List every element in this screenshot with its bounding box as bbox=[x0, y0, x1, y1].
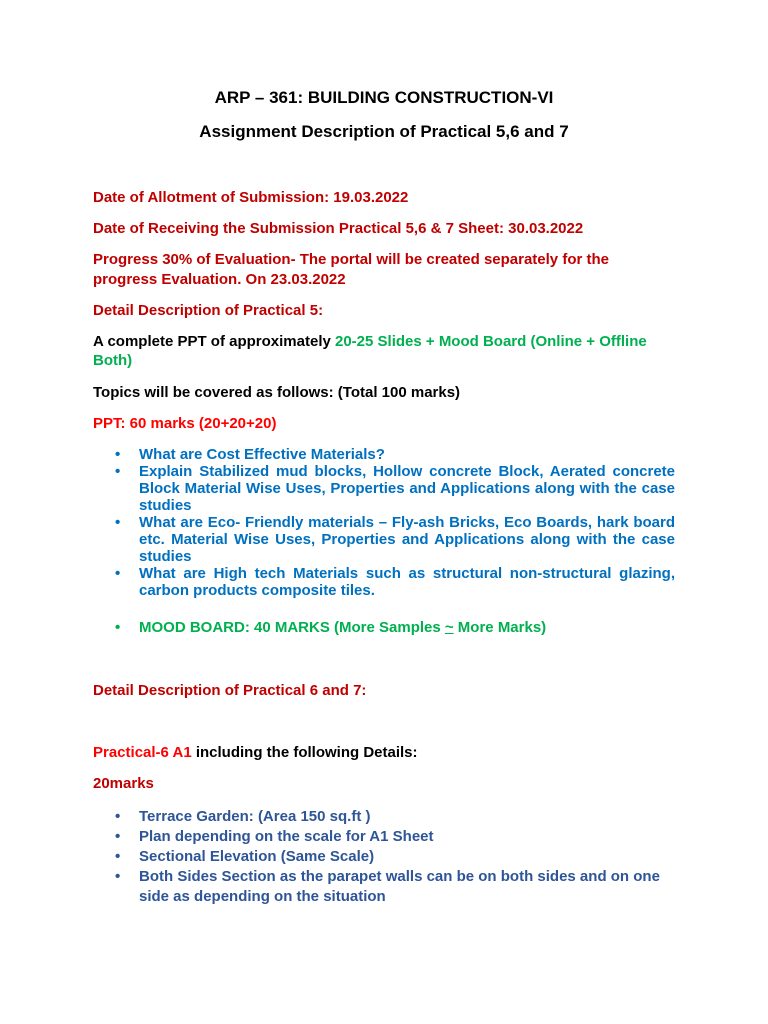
list-item: • Terrace Garden: (Area 150 sq.ft ) bbox=[115, 808, 371, 825]
bullet-icon: • bbox=[115, 565, 121, 582]
practical-5-intro bbox=[93, 332, 647, 352]
practical-6-line bbox=[93, 743, 418, 763]
bullet-icon: • bbox=[115, 828, 121, 845]
practical-5-heading: Detail Description of Practical 5: bbox=[93, 302, 324, 319]
practical-6-rest: including the following Details: bbox=[191, 744, 418, 761]
list-item: • Sectional Elevation (Same Scale) bbox=[115, 848, 375, 865]
list-item: • Explain Stabilized mud blocks, Hollow concrete Block, Aerated concrete Block Material Wise Uses, Properties and Applications along with the case studies bbox=[115, 463, 675, 514]
list-item: • Both Sides Section as the parapet walls can be on both sides and on one side as depending on the situation bbox=[115, 868, 660, 905]
bullet-icon: • bbox=[115, 868, 121, 885]
practical-6-list bbox=[93, 807, 675, 907]
bullet-icon: • bbox=[115, 808, 121, 825]
list-item: • What are Eco- Friendly materials – Fly-ash Bricks, Eco Boards, hark board etc. Material Wise Uses, Properties and Applications along with the case studies bbox=[115, 514, 675, 565]
practical-6-7-heading: Detail Description of Practical 6 and 7: bbox=[93, 682, 367, 699]
bullet-icon: • bbox=[115, 514, 121, 531]
bullet-icon: • bbox=[115, 848, 121, 865]
list-item: • What are High tech Materials such as structural non-structural glazing, carbon products composite tiles. bbox=[115, 565, 675, 599]
progress-line-1: Progress 30% of Evaluation- The portal will be created separately for the bbox=[93, 251, 609, 268]
practical-6-marks: 20marks bbox=[93, 775, 154, 792]
progress-line-2: progress Evaluation. On 23.03.2022 bbox=[93, 271, 346, 288]
topics-line: Topics will be covered as follows: (Total 100 marks) bbox=[93, 384, 461, 401]
practical-6-label: Practical-6 A1 bbox=[93, 744, 192, 761]
bullet-icon: • bbox=[115, 463, 121, 480]
document-subtitle: Assignment Description of Practical 5,6 and 7 bbox=[199, 122, 569, 141]
list-item: • What are Cost Effective Materials? bbox=[115, 446, 385, 463]
bullet-icon: • bbox=[115, 619, 121, 636]
ppt-marks: PPT: 60 marks (20+20+20) bbox=[93, 415, 277, 432]
intro-highlight-cont: Both) bbox=[93, 352, 133, 369]
mood-board-list bbox=[93, 619, 675, 636]
allotment-date: Date of Allotment of Submission: 19.03.2022 bbox=[93, 189, 409, 206]
list-item: • Plan depending on the scale for A1 Sheet bbox=[115, 828, 434, 845]
ppt-topic-list bbox=[93, 446, 675, 599]
document-title: ARP – 361: BUILDING CONSTRUCTION-VI bbox=[214, 88, 554, 107]
receiving-date: Date of Receiving the Submission Practical 5,6 & 7 Sheet: 30.03.2022 bbox=[93, 220, 584, 237]
mood-board-item: • MOOD BOARD: 40 MARKS (More Samples ~ More Marks) bbox=[115, 619, 547, 636]
intro-highlight: 20-25 Slides + Mood Board (Online + Offline bbox=[335, 333, 647, 350]
intro-prefix: A complete PPT of approximately bbox=[93, 333, 335, 350]
bullet-icon: • bbox=[115, 446, 121, 463]
